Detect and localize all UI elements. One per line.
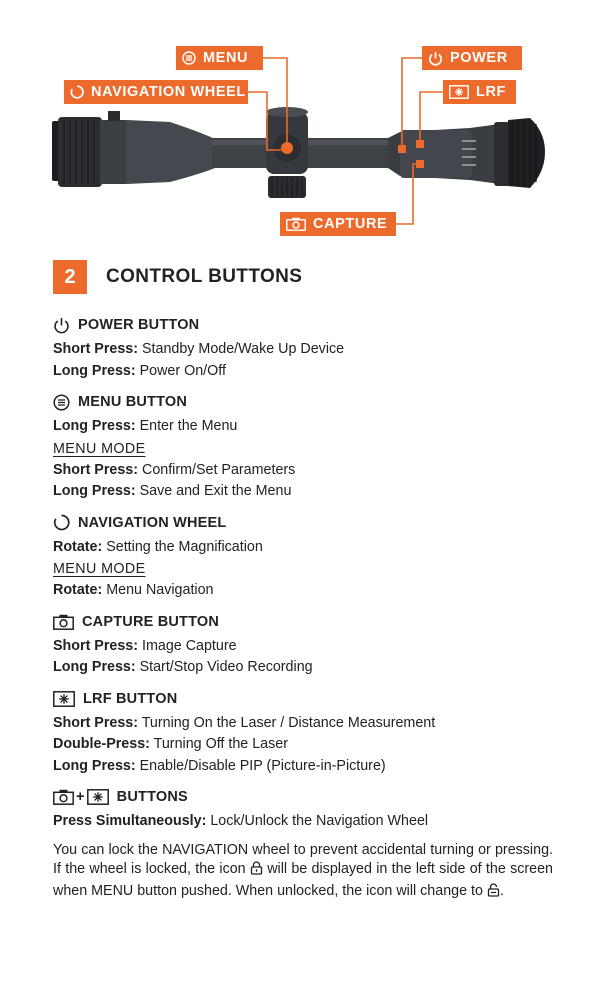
nav-mode-line-1: Rotate: Menu Navigation — [53, 582, 214, 598]
camera-icon — [286, 217, 306, 231]
wheel-circle-icon — [70, 85, 84, 99]
capture-line-2: Long Press: Start/Stop Video Recording — [53, 659, 313, 675]
rifle-scope-illustration — [0, 0, 600, 245]
capture-line-1: Short Press: Image Capture — [53, 637, 237, 654]
navigation-wheel-block — [53, 513, 553, 602]
control-buttons-section — [53, 260, 553, 913]
wheel-circle-icon — [53, 514, 70, 531]
power-button-title: POWER BUTTON — [78, 317, 200, 333]
lrf-line-2: Double-Press: Turning Off the Laser — [53, 736, 288, 752]
callout-navigation-wheel — [64, 80, 248, 104]
power-icon — [428, 51, 443, 66]
laser-burst-icon — [53, 691, 75, 707]
callout-capture-label: CAPTURE — [313, 216, 388, 232]
capture-button-block — [53, 612, 553, 679]
lrf-button-title: LRF BUTTON — [83, 690, 178, 707]
callout-power-label: POWER — [450, 50, 508, 66]
callout-menu-label: MENU — [203, 50, 249, 66]
scope-diagram — [0, 0, 600, 245]
power-button-block — [53, 315, 553, 382]
camera-icon — [53, 789, 74, 805]
menu-list-icon — [182, 51, 196, 65]
power-icon — [53, 317, 70, 334]
combo-buttons-heading — [53, 787, 553, 807]
lock-note: You can lock the NAVIGATION wheel to prevent accidental turning or pressing. If the wheel is locked, the icon will be displayed in the left side of the screen when MENU button pushed. When unlocked, the icon will change to . — [53, 841, 553, 904]
capture-button-title: CAPTURE BUTTON — [82, 613, 220, 630]
camera-icon — [53, 614, 74, 630]
power-button-heading — [53, 315, 553, 335]
combo-buttons-title: BUTTONS — [116, 789, 188, 805]
section-header — [53, 260, 553, 294]
lrf-line-3: Long Press: Enable/Disable PIP (Picture-in-Picture) — [53, 757, 386, 774]
callout-menu — [176, 46, 263, 70]
menu-list-icon — [53, 394, 70, 411]
menu-line-1: Long Press: Enter the Menu — [53, 418, 238, 434]
callout-lrf — [443, 80, 516, 104]
callout-power — [422, 46, 522, 70]
menu-mode-line-2: Long Press: Save and Exit the Menu — [53, 483, 292, 499]
callout-lrf-label: LRF — [476, 84, 506, 100]
menu-button-block — [53, 392, 553, 503]
plus-sign: + — [76, 789, 85, 805]
callout-navigation-wheel-label: NAVIGATION WHEEL — [91, 84, 246, 100]
combo-line-1: Press Simultaneously: Lock/Unlock the Navigation Wheel — [53, 813, 429, 829]
capture-button-heading — [53, 612, 553, 632]
section-title: CONTROL BUTTONS — [106, 266, 303, 287]
laser-burst-icon — [449, 85, 469, 99]
nav-line-1: Rotate: Setting the Magnification — [53, 538, 263, 555]
lrf-button-block — [53, 689, 553, 778]
combo-buttons-block — [53, 787, 553, 903]
power-line-1: Short Press: Standby Mode/Wake Up Device — [53, 341, 345, 357]
menu-mode-label: MENU MODE — [53, 440, 146, 457]
menu-mode-line-1: Short Press: Confirm/Set Parameters — [53, 461, 296, 478]
lrf-line-1: Short Press: Turning On the Laser / Distance Measurement — [53, 714, 436, 731]
menu-button-heading — [53, 392, 553, 412]
power-line-2: Long Press: Power On/Off — [53, 362, 226, 379]
lock-open-icon — [487, 883, 500, 904]
laser-burst-icon — [87, 789, 109, 805]
menu-button-title: MENU BUTTON — [78, 394, 188, 410]
callout-capture — [280, 212, 396, 236]
navigation-wheel-title: NAVIGATION WHEEL — [78, 514, 227, 531]
lock-closed-icon — [250, 861, 263, 882]
navigation-wheel-heading — [53, 513, 553, 533]
lrf-button-heading — [53, 689, 553, 709]
nav-mode-label: MENU MODE — [53, 561, 146, 577]
section-number: 2 — [53, 260, 87, 294]
